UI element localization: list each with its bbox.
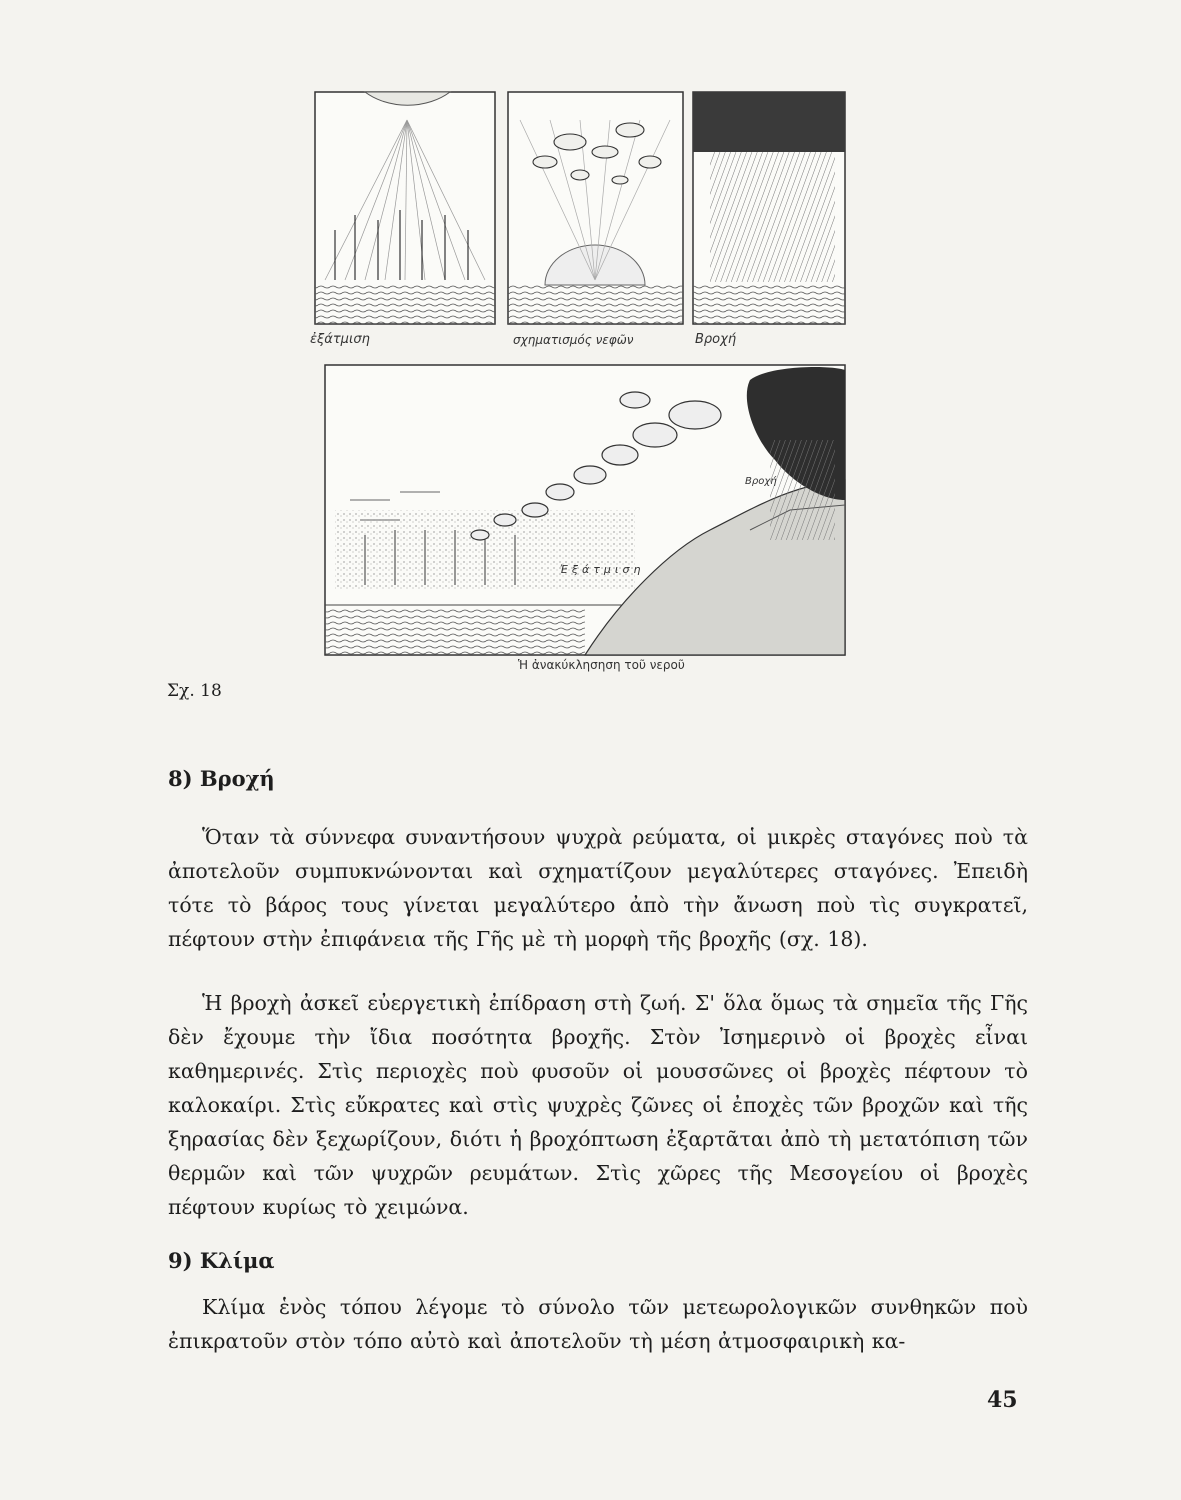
water-cycle-panel [325, 365, 845, 655]
section-heading-climate: 9) Κλίμα [168, 1248, 275, 1273]
figure-caption: Ἡ ἀνακύκλησηση τοῦ νεροῦ [518, 658, 685, 672]
evaporation-label: ἐξάτμιση [310, 332, 370, 347]
water-cycle-illustration [150, 80, 910, 700]
rain-panel [693, 92, 845, 324]
section-heading-rain: 8) Βροχή [168, 766, 275, 791]
paragraph-climate-1: Κλίμα ἑνὸς τόπου λέγομε τὸ σύνολο τῶν μετεωρολογικῶν συνθηκῶν ποὺ ἐπικρατοῦν στὸν τόπο αὐτὸ καὶ ἀποτελοῦν τὴ μέση ἀτμοσφαιρικὴ κα- [168, 1295, 1028, 1353]
page-number: 45 [987, 1387, 1018, 1413]
evaporation-panel [315, 92, 495, 324]
rain-label: Βροχή [695, 332, 737, 347]
paragraph-rain-1: Ὅταν τὰ σύννεφα συναντήσουν ψυχρὰ ρεύματα, οἱ μικρὲς σταγόνες ποὺ τὰ ἀποτελοῦν συμπυκνώνονται καὶ σχηματίζουν μεγαλύτερες σταγόνες. Ἐπειδὴ τότε τὸ βάρος τους γίνεται μεγαλύτερο ἀπὸ τὴν ἄνωση ποὺ τὶς συγκρατεῖ, πέφτουν στὴν ἐπιφάνεια τῆς Γῆς μὲ τὴ μορφὴ τῆς βροχῆς (σχ. 18). [168, 825, 1028, 951]
cycle-rain-label: Βροχή [745, 476, 777, 487]
cycle-evaporation-label: Ἐξάτμιση [560, 563, 645, 576]
cloud-formation-label: σχηματισμός νεφῶν [513, 333, 634, 347]
water-cycle-figure [150, 80, 910, 700]
figure-number: Σχ. 18 [167, 681, 222, 701]
paragraph-rain-2: Ἡ βροχὴ ἀσκεῖ εὐεργετικὴ ἐπίδραση στὴ ζωή. Σ' ὅλα ὅμως τὰ σημεῖα τῆς Γῆς δὲν ἔχουμε τὴν ἴδια ποσότητα βροχῆς. Στὸν Ἰσημερινὸ οἱ βροχὲς εἶναι καθημερινές. Στὶς περιοχὲς ποὺ φυσοῦν οἱ μουσσῶνες οἱ βροχὲς πέφτουν τὸ καλοκαίρι. Στὶς εὔκρατες καὶ στὶς ψυχρὲς ζῶνες οἱ ἐποχὲς τῶν βροχῶν καὶ τῆς ξηρασίας δὲν ξεχωρίζουν, διότι ἡ βροχόπτωση ἐξαρτᾶται ἀπὸ τὴ μετατόπιση τῶν θερμῶν καὶ τῶν ψυχρῶν ρευμάτων. Στὶς χῶρες τῆς Μεσογείου οἱ βροχὲς πέφτουν κυρίως τὸ χειμώνα. [168, 991, 1028, 1219]
cloud-formation-panel [508, 92, 683, 324]
